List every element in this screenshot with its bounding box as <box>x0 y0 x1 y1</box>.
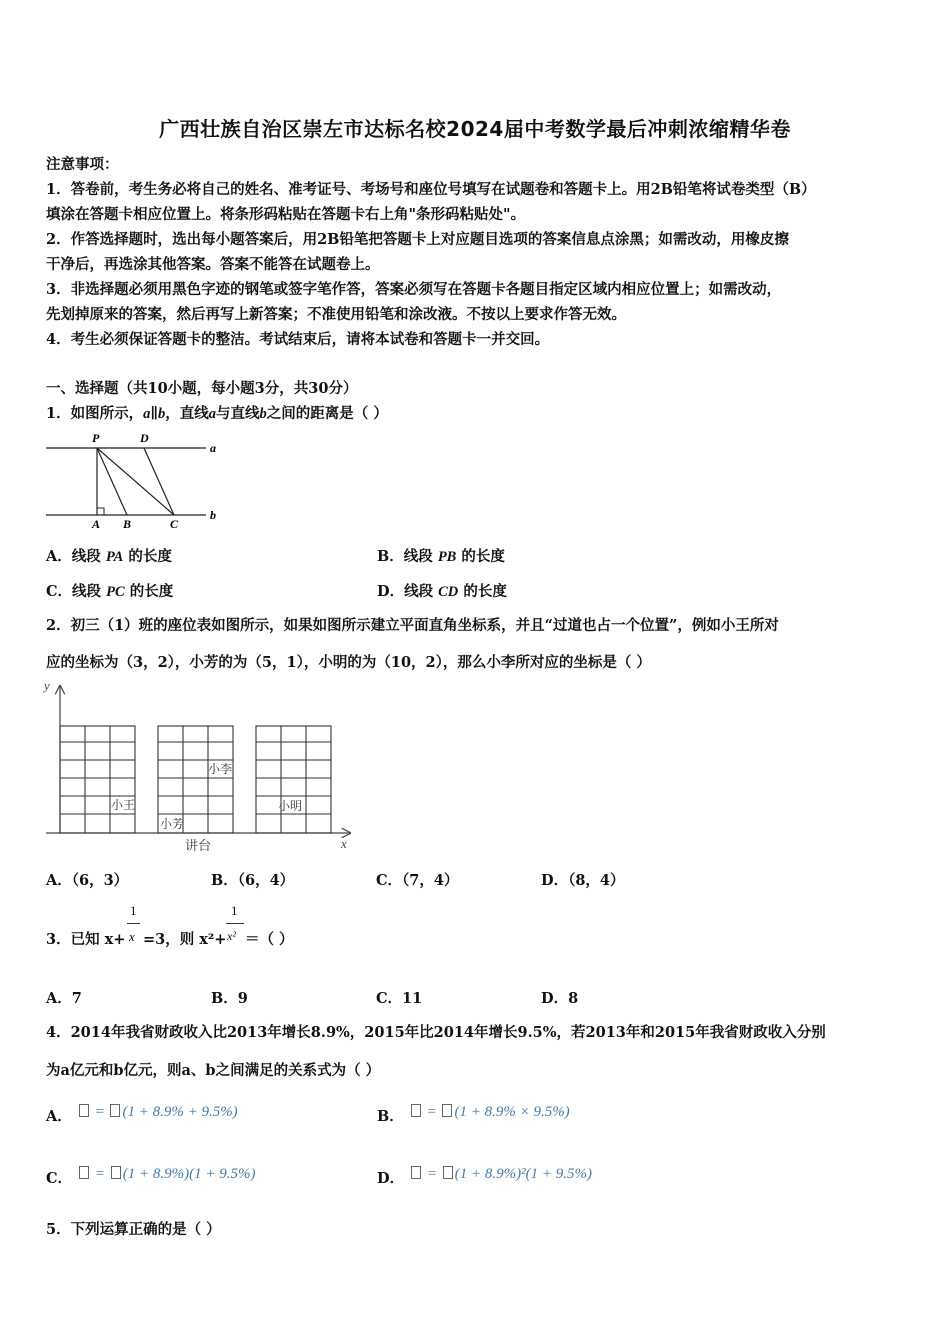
notice-heading: 注意事项： <box>46 156 119 173</box>
q3-option-d[interactable]: D．8 <box>541 990 579 1007</box>
x-axis-label: x <box>341 836 347 851</box>
q2-option-d[interactable]: D．（8，4） <box>541 872 625 889</box>
q1-opt-b-pre: B．线段 <box>377 548 433 565</box>
q4-opt-d-expr: (1 + 8.9%)²(1 + 9.5%) <box>454 1166 592 1182</box>
q4-opt-b-expr: (1 + 8.9% × 9.5%) <box>454 1104 570 1120</box>
q1-opt-b-post: 的长度 <box>461 548 505 565</box>
q2-option-b[interactable]: B．（6，4） <box>211 872 295 889</box>
label-line-b: b <box>210 508 216 522</box>
q4-opt-d-eq: = <box>426 1166 438 1182</box>
q1-text-3: 与直线 <box>216 405 260 422</box>
placeholder-box <box>443 1166 453 1179</box>
q1-option-d[interactable] <box>377 580 507 601</box>
notice-line-2: 填涂在答题卡相应位置上。将条形码粘贴在答题卡右上角"条形码粘贴处"。 <box>46 206 526 223</box>
q3-frac-2-den: x² <box>227 929 236 943</box>
q1-text-2: ，直线 <box>165 405 209 422</box>
q1-figure <box>40 428 230 533</box>
placeholder-box <box>79 1104 89 1117</box>
q1-opt-a-var: PA <box>105 549 124 565</box>
segment-pc <box>97 448 174 515</box>
q1-var-b: b <box>158 406 166 422</box>
seat-block-right <box>256 726 331 833</box>
q4-opt-c-eq: = <box>94 1166 105 1182</box>
q1-parallel: ∥ <box>150 405 159 422</box>
q4-option-c[interactable] <box>46 1162 256 1187</box>
notice-line-1: 1．答卷前，考生务必将自己的姓名、准考证号、考场号和座位号填写在试题卷和答题卡上。用2B铅笔将试卷类型（B） <box>46 181 816 198</box>
q1-opt-b-var: PB <box>437 549 457 565</box>
q4-opt-c-label: C． <box>46 1170 73 1187</box>
q3-frac-2-num: 1 <box>231 903 238 918</box>
label-a: A <box>92 517 101 531</box>
q3-text-2: =3，则 x²+ <box>143 931 227 948</box>
q4-option-a[interactable] <box>46 1100 238 1125</box>
q2-seat-chart <box>40 676 360 856</box>
notice-line-4: 干净后，再选涂其他答案。答案不能答在试题卷上。 <box>46 256 380 273</box>
q3-option-a[interactable]: A．7 <box>46 990 82 1007</box>
q3-option-c[interactable]: C．11 <box>376 990 423 1007</box>
q1-var-a: a <box>143 406 151 422</box>
q1-opt-a-pre: A．线段 <box>46 548 101 565</box>
q1-opt-d-pre: D．线段 <box>377 583 434 600</box>
question-2-line-2: 应的坐标为（3，2），小芳的为（5，1），小明的为（10，2），那么小李所对应的坐标是（ ） <box>46 654 651 671</box>
q1-opt-c-pre: C．线段 <box>46 583 102 600</box>
q3-frac-1-den: x <box>129 929 135 944</box>
q4-opt-a-label: A． <box>46 1108 72 1125</box>
notice-line-6: 先划掉原来的答案，然后再写上新答案；不准使用铅笔和涂改液。不按以上要求作答无效。 <box>46 306 626 323</box>
q1-text-4: 之间的距离是（ ） <box>266 405 388 422</box>
q3-option-b[interactable]: B．9 <box>211 990 248 1007</box>
question-1-stem <box>46 402 388 423</box>
q2-option-c[interactable]: C．（7，4） <box>376 872 459 889</box>
notice-line-7: 4．考生必须保证答题卡的整洁。考试结束后，请将本试卷和答题卡一并交回。 <box>46 331 550 348</box>
q3-frac-2-bar <box>226 923 244 924</box>
y-axis-label: y <box>44 678 50 693</box>
page-title: 广西壮族自治区崇左市达标名校2024届中考数学最后冲刺浓缩精华卷 <box>159 117 791 141</box>
q4-opt-b-eq: = <box>426 1104 437 1120</box>
seat-block-left <box>60 726 135 833</box>
q1-opt-c-post: 的长度 <box>129 583 174 600</box>
seat-label-fang: 小芳 <box>160 817 185 831</box>
podium-label: 讲台 <box>185 839 212 854</box>
q4-opt-a-eq: = <box>94 1104 105 1120</box>
placeholder-box <box>79 1166 89 1179</box>
q1-text-1: 1．如图所示， <box>46 405 144 422</box>
segment-cd <box>144 448 174 515</box>
q4-opt-b-label: B． <box>377 1108 404 1125</box>
q3-frac-1-num: 1 <box>130 903 137 918</box>
label-p: P <box>92 431 100 445</box>
q3-text-1: 3．已知 x+ <box>46 931 126 948</box>
placeholder-box <box>110 1104 120 1117</box>
q1-option-a[interactable] <box>46 545 172 566</box>
q1-opt-d-var: CD <box>438 584 459 600</box>
label-c: C <box>170 517 179 531</box>
q3-frac-1-bar <box>127 923 140 924</box>
segment-pb <box>97 448 127 515</box>
q1-var-b2: b <box>259 406 267 422</box>
placeholder-box <box>411 1104 421 1117</box>
q4-opt-c-expr: (1 + 8.9%)(1 + 9.5%) <box>122 1166 256 1182</box>
q2-option-a[interactable]: A．（6，3） <box>46 872 129 889</box>
placeholder-box <box>411 1166 421 1179</box>
q1-option-b[interactable] <box>377 545 505 566</box>
q3-text-3: ＝（ ） <box>245 931 294 948</box>
q1-option-c[interactable] <box>46 580 173 601</box>
seat-label-li: 小李 <box>208 762 233 776</box>
section-heading: 一、选择题（共10小题，每小题3分，共30分） <box>46 380 358 397</box>
label-b: B <box>123 517 132 531</box>
question-5-line-1: 5．下列运算正确的是（ ） <box>46 1221 221 1238</box>
question-4-line-1: 4．2014年我省财政收入比2013年增长8.9%，2015年比2014年增长9.5%，若2013年和2015年我省财政收入分别 <box>46 1024 826 1041</box>
q1-opt-c-var: PC <box>106 584 125 600</box>
question-4-line-2: 为a亿元和b亿元，则a、b之间满足的关系式为（ ） <box>46 1062 381 1079</box>
question-2-line-1: 2．初三（1）班的座位表如图所示，如果如图所示建立平面直角坐标系，并且“过道也占一个位置”，例如小王所对 <box>46 617 779 634</box>
q4-option-d[interactable] <box>377 1162 592 1187</box>
q1-var-a2: a <box>208 406 217 422</box>
q4-option-b[interactable] <box>377 1100 570 1125</box>
q1-opt-d-post: 的长度 <box>463 583 507 600</box>
seat-label-wang: 小王 <box>111 798 136 812</box>
q4-opt-a-expr: (1 + 8.9% + 9.5%) <box>122 1104 238 1120</box>
q1-opt-a-post: 的长度 <box>128 548 172 565</box>
label-d: D <box>140 431 149 445</box>
q4-opt-d-label: D． <box>377 1170 405 1187</box>
notice-line-5: 3．非选择题必须用黑色字迹的钢笔或签字笔作答，答案必须写在答题卡各题目指定区域内相应位置上；如需改动， <box>46 281 782 298</box>
right-angle-mark <box>97 508 104 515</box>
notice-line-3: 2．作答选择题时，选出每小题答案后，用2B铅笔把答题卡上对应题目选项的答案信息点涂黑；如需改动，用橡皮擦 <box>46 231 789 248</box>
placeholder-box <box>111 1166 121 1179</box>
seat-label-ming: 小明 <box>278 799 303 813</box>
label-line-a: a <box>210 441 216 455</box>
placeholder-box <box>442 1104 452 1117</box>
